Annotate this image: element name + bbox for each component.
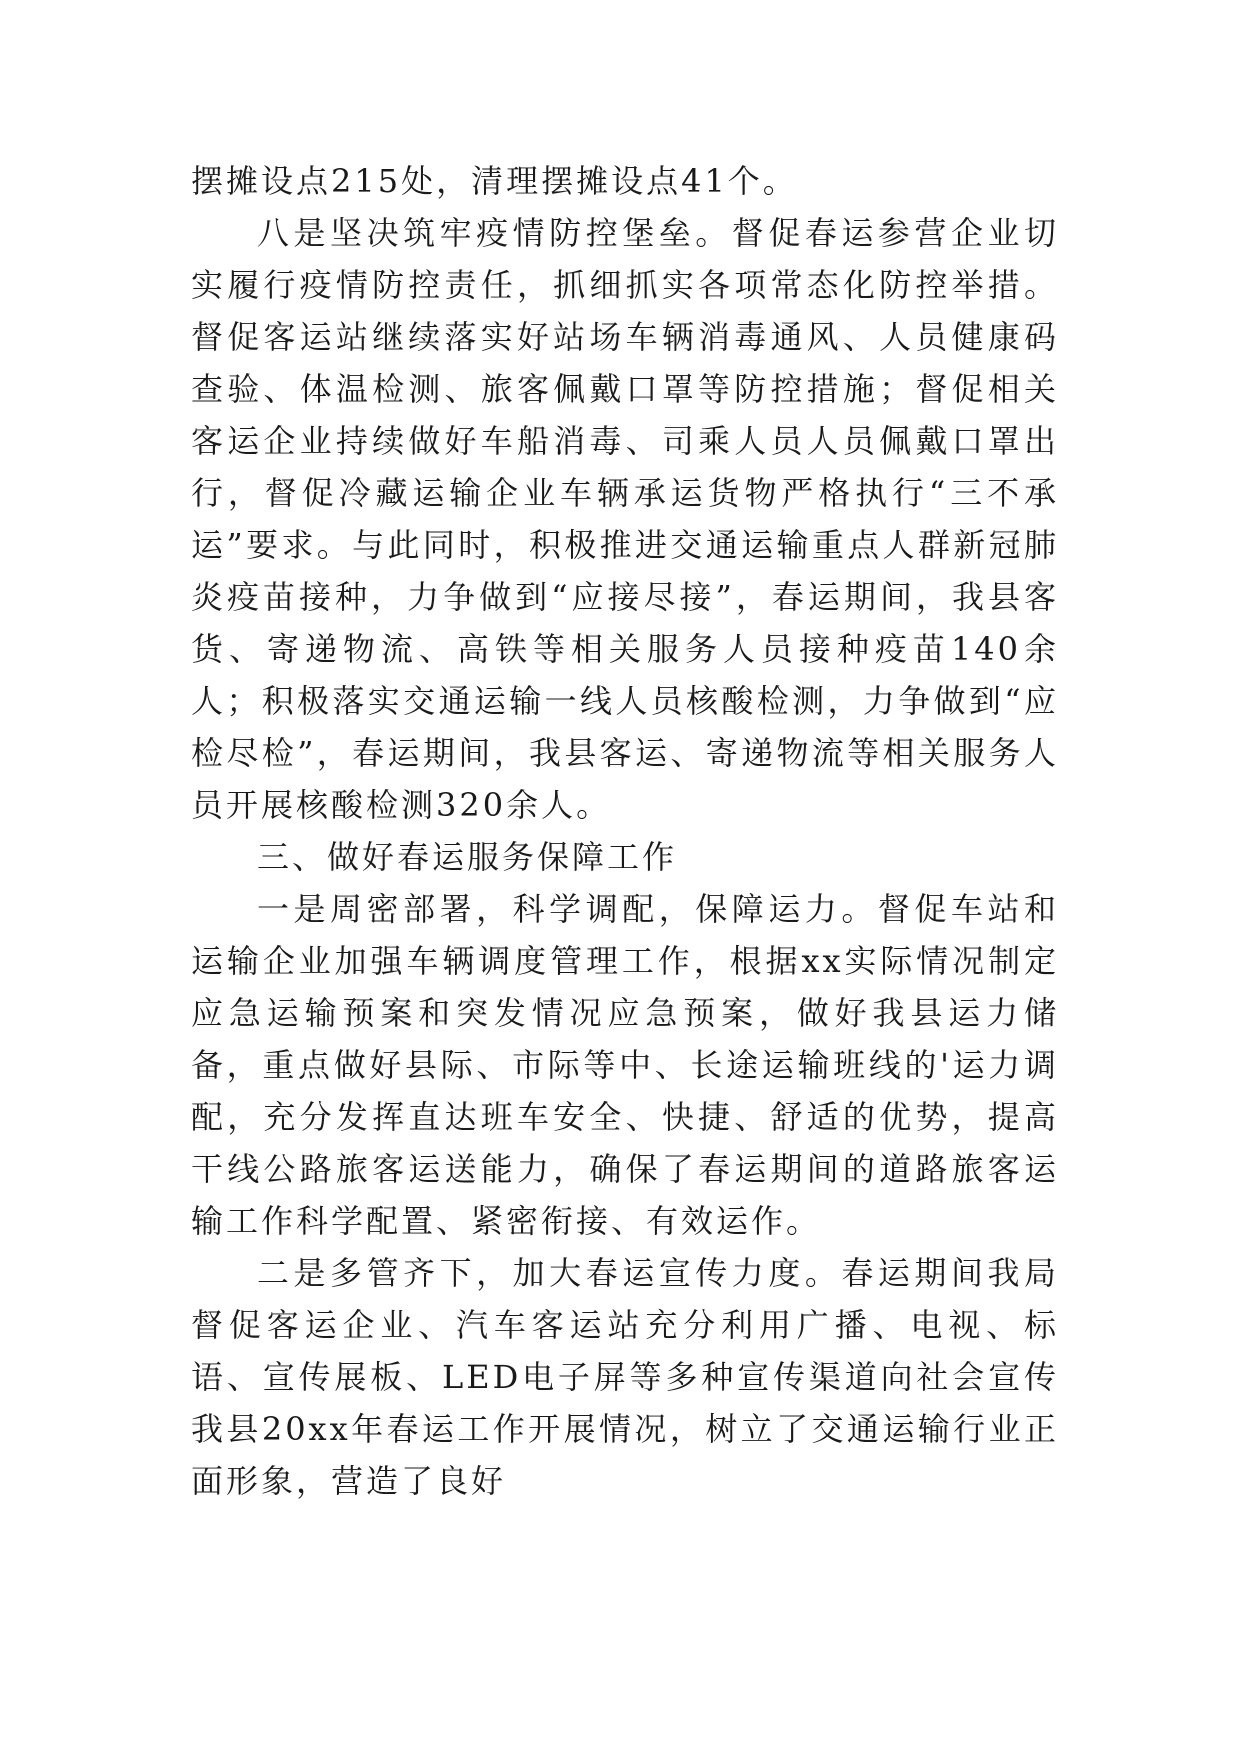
paragraph-continuation: 摆摊设点215处，清理摆摊设点41个。 [191,162,798,200]
document-body [191,155,1059,1507]
paragraph-epidemic-control: 八是坚决筑牢疫情防控堡垒。督促春运参营企业切实履行疫情防控责任，抓细抓实各项常态化防控举措。督促客运站继续落实好站场车辆消毒通风、人员健康码查验、体温检测、旅客佩戴口罩等防控措施；督促相关客运企业持续做好车船消毒、司乘人员人员佩戴口罩出行，督促冷藏运输企业车辆承运货物严格执行“三不承运”要求。与此同时，积极推进交通运输重点人群新冠肺炎疫苗接种，力争做到“应接尽接”，春运期间，我县客货、寄递物流、高铁等相关服务人员接种疫苗140余人；积极落实交通运输一线人员核酸检测，力争做到“应检尽检”，春运期间，我县客运、寄递物流等相关服务人员开展核酸检测320余人。 [191,214,1059,824]
section-heading: 三、做好春运服务保障工作 [257,838,678,876]
paragraph-publicity: 二是多管齐下，加大春运宣传力度。春运期间我局督促客运企业、汽车客运站充分利用广播、电视、标语、宣传展板、LED电子屏等多种宣传渠道向社会宣传我县20xx年春运工作开展情况，树立了交通运输行业正面形象，营造了良好 [191,1254,1059,1500]
paragraph-capacity-deployment: 一是周密部署，科学调配，保障运力。督促车站和运输企业加强车辆调度管理工作，根据xx实际情况制定应急运输预案和突发情况应急预案，做好我县运力储备，重点做好县际、市际等中、长途运输班线的'运力调配，充分发挥直达班车安全、快捷、舒适的优势，提高干线公路旅客运送能力，确保了春运期间的道路旅客运输工作科学配置、紧密衔接、有效运作。 [191,890,1059,1240]
